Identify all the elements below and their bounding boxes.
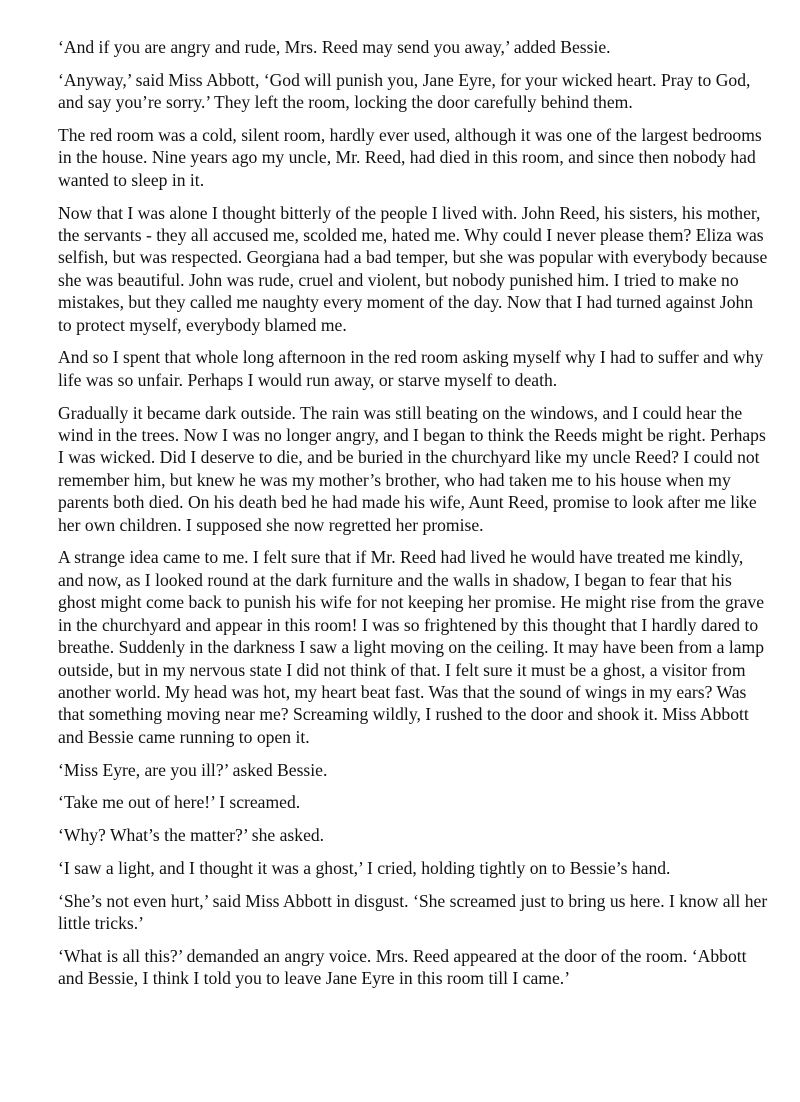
paragraph: And so I spent that whole long afternoon in the red room asking myself why I had to suffer and why life was so unfair. Perhaps I would run away, or starve myself to death.: [58, 347, 764, 390]
paragraph: ‘And if you are angry and rude, Mrs. Reed may send you away,’ added Bessie.: [58, 37, 611, 57]
paragraph: ‘What is all this?’ demanded an angry voice. Mrs. Reed appeared at the door of the room. ‘Abbott and Bessie, I think I told you to leave Jane Eyre in this room till I came.’: [58, 945, 747, 989]
document-page: [58, 36, 770, 1000]
paragraph: Gradually it became dark outside. The rain was still beating on the windows, and I could hear the wind in the trees. Now I was no longer angry, and I began to think the Reeds might be right. Perhaps I was wicked. Did I deserve to die, and be buried in the churchyard like my uncle Reed? I could not remember him, but knew he was my mother’s brother, who had taken me to his house when my parents both died. On his death bed he had made his wife, Aunt Reed, promise to look after me like her own children. I supposed she now regretted her promise.: [58, 402, 766, 535]
paragraph: ‘Miss Eyre, are you ill?’ asked Bessie.: [58, 759, 328, 780]
paragraph: ‘Anyway,’ said Miss Abbott, ‘God will punish you, Jane Eyre, for your wicked heart. Pray to God, and say you’re sorry.’ They left the room, locking the door carefully behind them.: [58, 69, 751, 113]
paragraph: ‘Why? What’s the matter?’ she asked.: [58, 825, 325, 846]
paragraph: ‘I saw a light, and I thought it was a ghost,’ I cried, holding tightly on to Bessie’s hand.: [58, 857, 671, 878]
paragraph: ‘Take me out of here!’ I screamed.: [58, 792, 301, 813]
paragraph: ‘She’s not even hurt,’ said Miss Abbott in disgust. ‘She screamed just to bring us here. I know all her little tricks.’: [58, 890, 768, 934]
paragraph: Now that I was alone I thought bitterly of the people I lived with. John Reed, his sisters, his mother, the servants - they all accused me, scolded me, hated me. Why could I never please them? Eliza was selfish, but was respected. Georgiana had a bad temper, but she was popular with everybody because she was beautiful. John was rude, cruel and violent, but nobody punished him. I tried to make no mistakes, but they called me naughty every moment of the day. Now that I had turned against John to protect myself, everybody blamed me.: [58, 202, 768, 335]
paragraph: A strange idea came to me. I felt sure that if Mr. Reed had lived he would have treated me kindly, and now, as I looked round at the dark furniture and the walls in shadow, I began to fear that his ghost might come back to punish his wife for not keeping her promise. He might rise from the grave in the churchyard and appear in this room! I was so frightened by this thought that I hardly dared to breathe. Suddenly in the darkness I saw a light moving on the ceiling. It may have been from a lamp outside, but in my nervous state I did not think of that. I felt sure it must be a ghost, a visitor from another world. My head was hot, my heart beat fast. Was that the sound of wings in my ears? Was that something moving near me? Screaming wildly, I rushed to the door and shook it. Miss Abbott and Bessie came running to open it.: [58, 547, 765, 747]
paragraph: The red room was a cold, silent room, hardly ever used, although it was one of the largest bedrooms in the house. Nine years ago my uncle, Mr. Reed, had died in this room, and since then nobody had wanted to sleep in it.: [58, 125, 762, 190]
